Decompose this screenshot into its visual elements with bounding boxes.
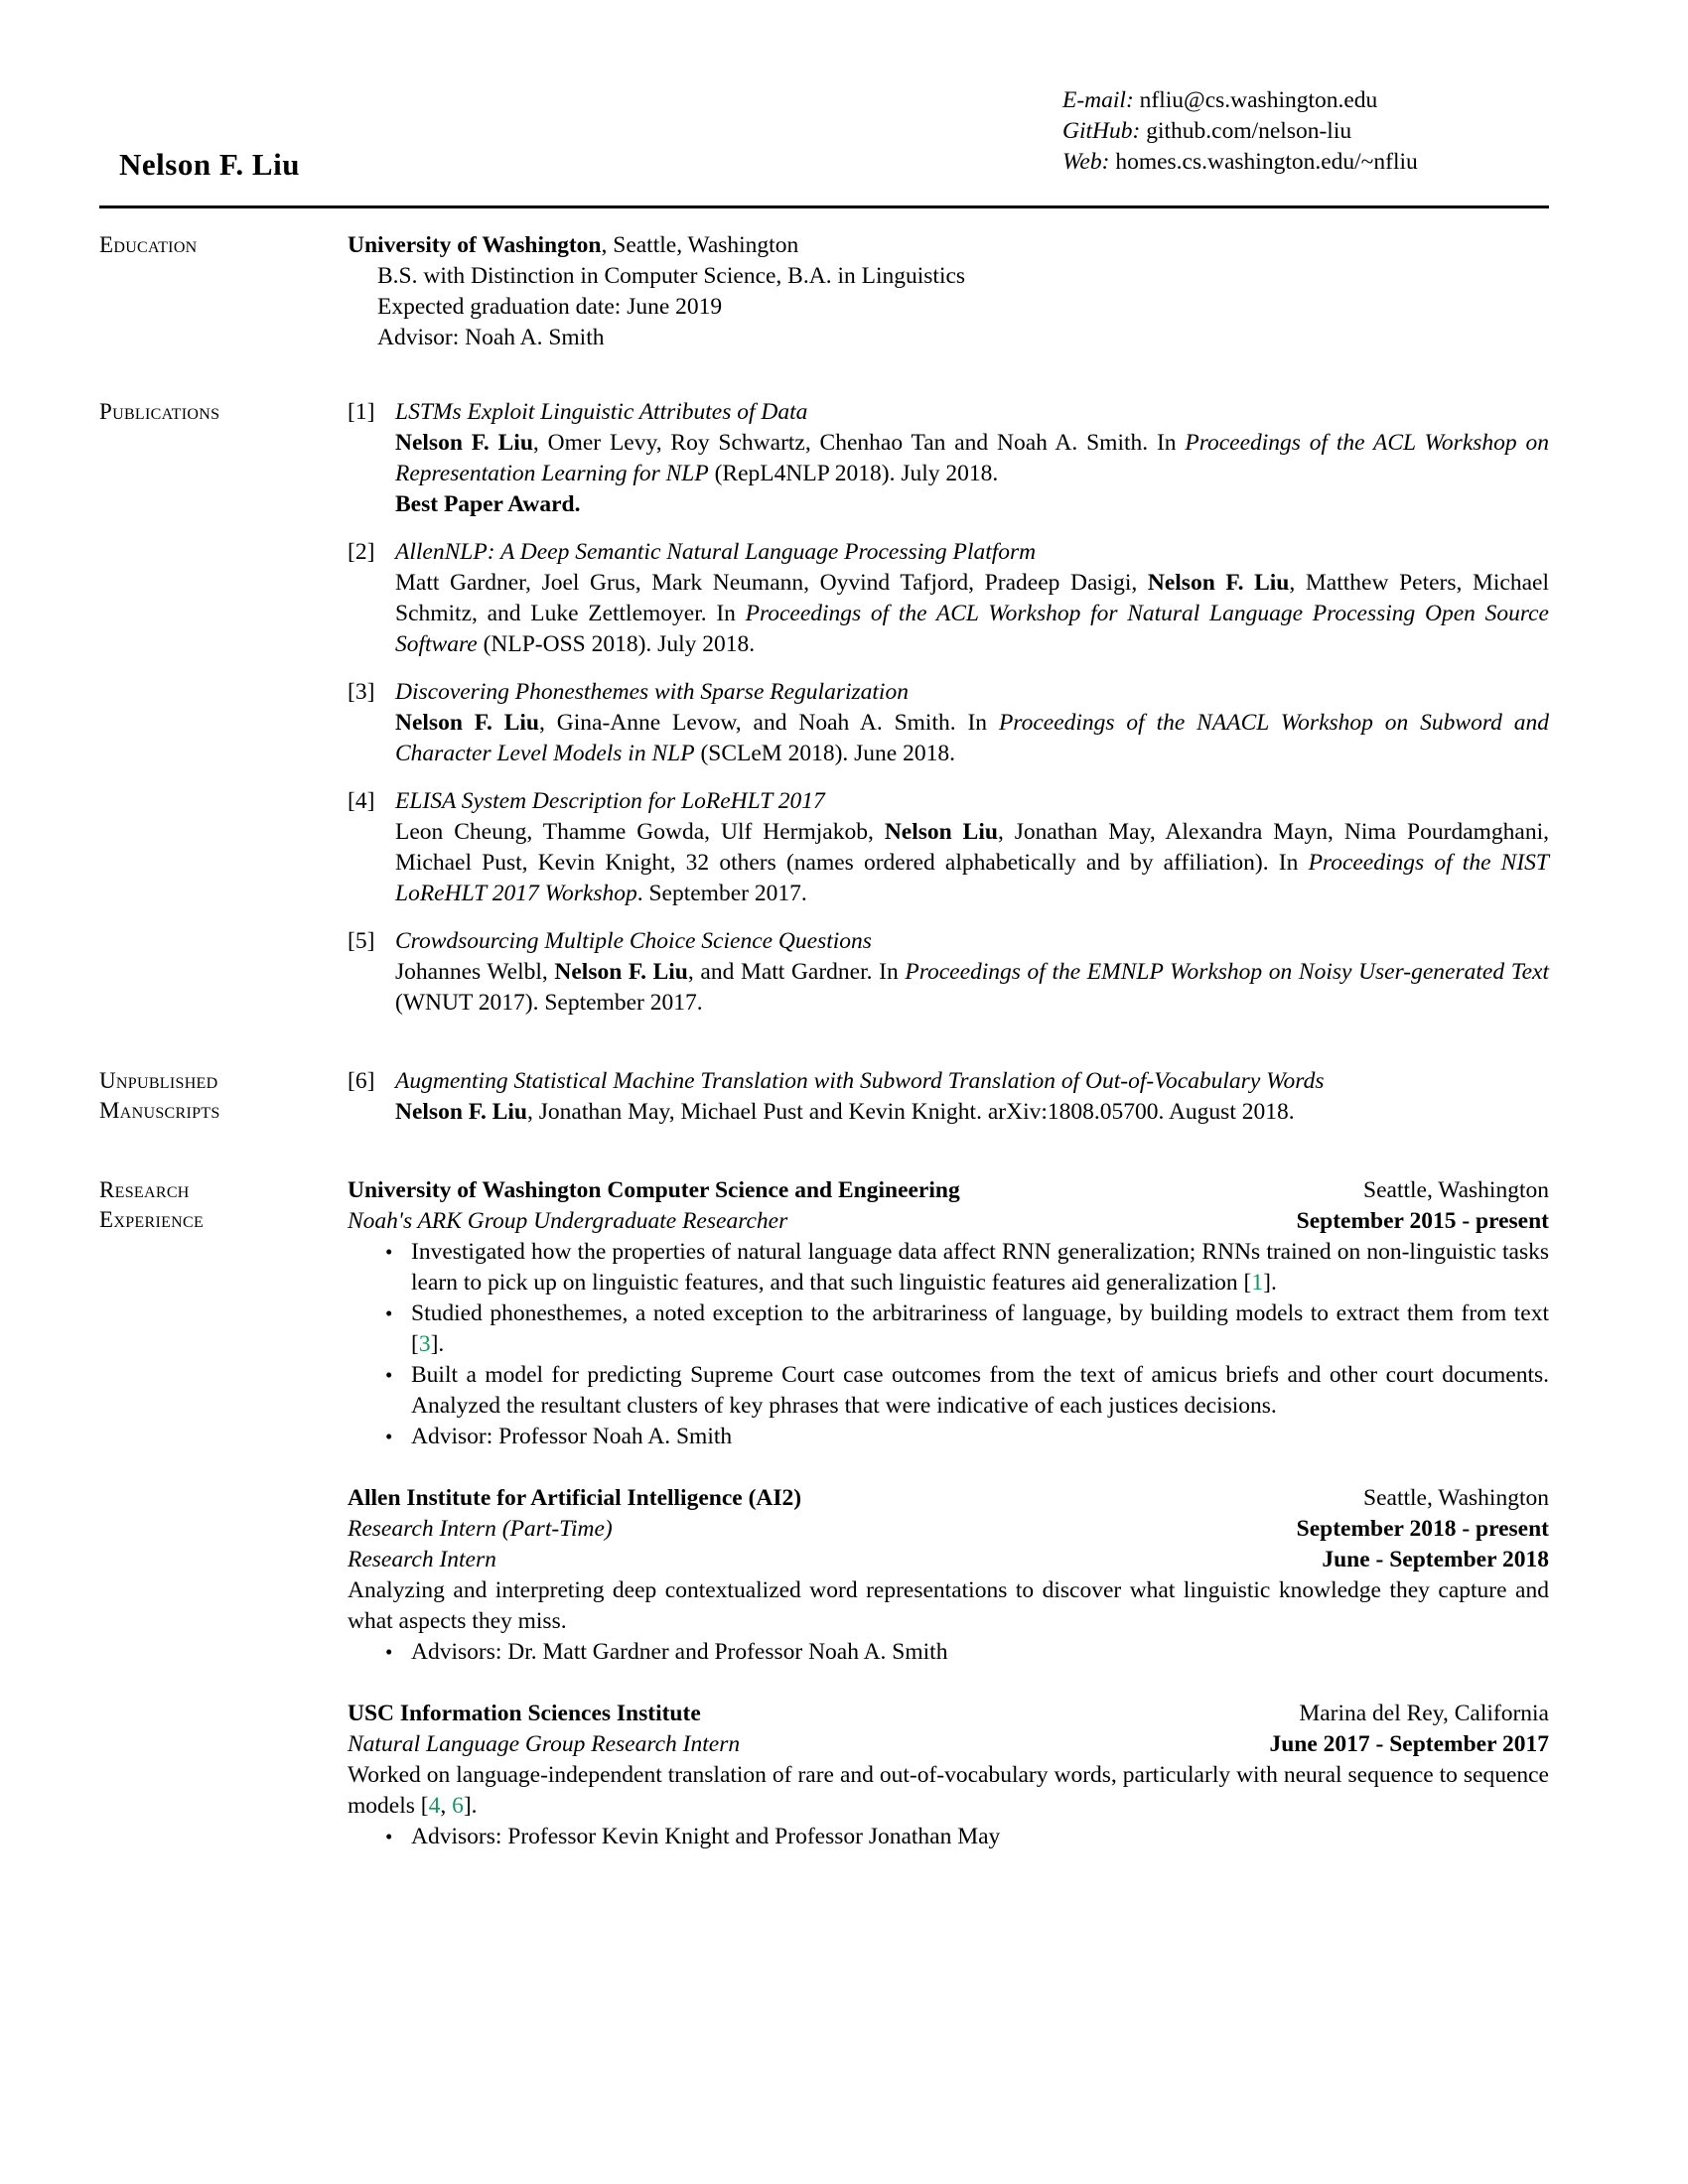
cv-header: [0, 0, 1688, 189]
job-description: Worked on language-independent translation of rare and out-of-vocabulary words, particularly with neural sequence to sequence models [4, 6].: [348, 1762, 1549, 1819]
publication-item: [348, 786, 1549, 909]
publication-authors: Leon Cheung, Thamme Gowda, Ulf Hermjakob, Nelson Liu, Jonathan May, Alexandra Mayn, Nima Pourdamghani, Michael Pust, Kevin Knight, 32 others (names ordered alphabetically and by affiliation). In Proceedings of the NIST LoReHLT 2017 Workshop. September 2017.: [395, 819, 1549, 906]
section-body-unpublished-manuscripts: [348, 1066, 1549, 1128]
job-date-secondary: June - September 2018: [1322, 1547, 1549, 1572]
manuscript-authors: Nelson F. Liu, Jonathan May, Michael Pust and Kevin Knight. arXiv:1808.05700. August 2018.: [395, 1099, 1295, 1125]
publication-authors: Nelson F. Liu, Gina-Anne Levow, and Noah A. Smith. In Proceedings of the NAACL Workshop on Subword and Character Level Models in NLP (SCLeM 2018). June 2018.: [395, 710, 1549, 766]
job-entry: [348, 1483, 1549, 1668]
job-location: Marina del Rey, California: [1299, 1701, 1549, 1726]
publication-title: Discovering Phonesthemes with Sparse Regularization: [395, 679, 909, 705]
publication-title: AllenNLP: A Deep Semantic Natural Language Processing Platform: [395, 539, 1037, 565]
job-role-secondary: Research Intern: [348, 1547, 496, 1572]
page-title: Nelson F. Liu: [119, 147, 300, 182]
section-body-education: [348, 230, 1549, 353]
job-bullet-list: [348, 1822, 1549, 1852]
job-role: Research Intern (Part-Time): [348, 1516, 613, 1542]
publication-item: [348, 926, 1549, 1019]
manuscript-number: [6]: [348, 1068, 375, 1094]
section-label-unpublished-manuscripts: [99, 1066, 328, 1126]
section-label-education: Education: [99, 232, 198, 257]
section-body-research-experience: [348, 1175, 1549, 1852]
education-institution-line: [348, 230, 1549, 261]
publication-number: [1]: [348, 399, 375, 425]
publication-number: [3]: [348, 679, 375, 705]
list-item: • Built a model for predicting Supreme Court case outcomes from the text of amicus briefs and other court documents. Analyzed the resultant clusters of key phrases that were indicative of each justices decisions.: [385, 1360, 1549, 1422]
spacer: [0, 1145, 1688, 1175]
education-advisor: Advisor: Noah A. Smith: [377, 325, 605, 350]
section-label-research-experience: [99, 1175, 328, 1235]
education-institution: University of Washington: [348, 232, 602, 258]
section-publications: [0, 397, 1688, 1019]
section-label-publications: Publications: [99, 399, 220, 424]
list-item: • Advisors: Dr. Matt Gardner and Professor Noah A. Smith: [385, 1637, 1549, 1668]
job-header-row: [348, 1175, 1549, 1206]
job-role-row: [348, 1514, 1549, 1545]
spacer: [348, 1452, 1549, 1483]
job-location: Seattle, Washington: [1363, 1177, 1549, 1203]
section-label-line-2: Experience: [99, 1207, 205, 1232]
job-entry: [348, 1699, 1549, 1852]
job-header-row: [348, 1699, 1549, 1729]
manuscript-title: Augmenting Statistical Machine Translation with Subword Translation of Out-of-Vocabulary Words: [395, 1068, 1325, 1094]
publication-item: [348, 397, 1549, 520]
publication-number: [2]: [348, 539, 375, 565]
job-date: September 2015 - present: [1296, 1208, 1549, 1234]
contact-web-row: [1062, 147, 1418, 178]
publication-title: Crowdsourcing Multiple Choice Science Questions: [395, 928, 872, 954]
header-divider: [99, 205, 1549, 208]
cv-body: [0, 230, 1688, 1852]
list-item: • Investigated how the properties of natural language data affect RNN generalization; RNNs trained on non-linguistic tasks learn to pick up on linguistic features, and that such linguistic features aid generalization [1].: [385, 1237, 1549, 1298]
section-label-line-1: Unpublished: [99, 1068, 218, 1093]
section-label-line-1: Research: [99, 1177, 190, 1202]
contact-github-value[interactable]: github.com/nelson-liu: [1146, 118, 1352, 144]
section-label-line-2: Manuscripts: [99, 1098, 220, 1123]
contact-email-row: [1062, 85, 1418, 116]
job-role: Noah's ARK Group Undergraduate Researcher: [348, 1208, 788, 1234]
publication-number: [5]: [348, 928, 375, 954]
publication-title: ELISA System Description for LoReHLT 2017: [395, 788, 825, 814]
job-location: Seattle, Washington: [1363, 1485, 1549, 1511]
publication-authors: Nelson F. Liu, Omer Levy, Roy Schwartz, Chenhao Tan and Noah A. Smith. In Proceedings of the ACL Workshop on Representation Learning for NLP (RepL4NLP 2018). July 2018.: [395, 430, 1549, 486]
contact-web-label: Web:: [1062, 149, 1110, 175]
job-organization: USC Information Sciences Institute: [348, 1701, 701, 1726]
publication-authors: Matt Gardner, Joel Grus, Mark Neumann, Oyvind Tafjord, Pradeep Dasigi, Nelson F. Liu, Matthew Peters, Michael Schmitz, and Luke Zettlemoyer. In Proceedings of the ACL Workshop for Natural Language Processing Open Source Software (NLP-OSS 2018). July 2018.: [395, 570, 1549, 657]
education-location: , Seattle, Washington: [601, 232, 799, 258]
education-graduation: Expected graduation date: June 2019: [377, 294, 723, 320]
publication-item: [348, 537, 1549, 660]
contact-github-label: GitHub:: [1062, 118, 1141, 144]
job-description: Analyzing and interpreting deep contextualized word representations to discover what linguistic knowledge they capture and what aspects they miss.: [348, 1577, 1549, 1634]
spacer: [0, 1035, 1688, 1066]
job-date: September 2018 - present: [1296, 1516, 1549, 1542]
section-research-experience: [0, 1175, 1688, 1852]
contact-block: [1062, 85, 1418, 178]
manuscript-item: [348, 1066, 1549, 1128]
job-role-row: [348, 1729, 1549, 1760]
job-bullet-list: [348, 1237, 1549, 1452]
job-bullet-list: [348, 1637, 1549, 1668]
job-role-row: [348, 1206, 1549, 1237]
publication-award: Best Paper Award.: [395, 491, 581, 517]
contact-email-value[interactable]: nfliu@cs.washington.edu: [1139, 87, 1378, 113]
section-education: [0, 230, 1688, 353]
job-header-row: [348, 1483, 1549, 1514]
job-organization: Allen Institute for Artificial Intelligence (AI2): [348, 1485, 802, 1511]
job-date: June 2017 - September 2017: [1269, 1731, 1549, 1757]
section-unpublished-manuscripts: [0, 1066, 1688, 1128]
education-degree: B.S. with Distinction in Computer Science, B.A. in Linguistics: [377, 263, 966, 289]
section-body-publications: [348, 397, 1549, 1019]
job-role: Natural Language Group Research Intern: [348, 1731, 741, 1757]
spacer: [0, 353, 1688, 397]
spacer: [348, 1668, 1549, 1699]
list-item: • Advisor: Professor Noah A. Smith: [385, 1422, 1549, 1452]
list-item: • Advisors: Professor Kevin Knight and Professor Jonathan May: [385, 1822, 1549, 1852]
job-organization: University of Washington Computer Science and Engineering: [348, 1177, 960, 1203]
publication-title: LSTMs Exploit Linguistic Attributes of Data: [395, 399, 808, 425]
list-item: • Studied phonesthemes, a noted exception to the arbitrariness of language, by building models to extract them from text [3].: [385, 1298, 1549, 1360]
publication-authors: Johannes Welbl, Nelson F. Liu, and Matt Gardner. In Proceedings of the EMNLP Workshop on Noisy User-generated Text (WNUT 2017). September 2017.: [395, 959, 1550, 1016]
job-role-row-secondary: [348, 1545, 1549, 1575]
job-entry: [348, 1175, 1549, 1452]
publication-item: [348, 677, 1549, 769]
publication-number: [4]: [348, 788, 375, 814]
contact-email-label: E-mail:: [1062, 87, 1134, 113]
contact-github-row: [1062, 116, 1418, 147]
contact-web-value[interactable]: homes.cs.washington.edu/~nfliu: [1115, 149, 1418, 175]
